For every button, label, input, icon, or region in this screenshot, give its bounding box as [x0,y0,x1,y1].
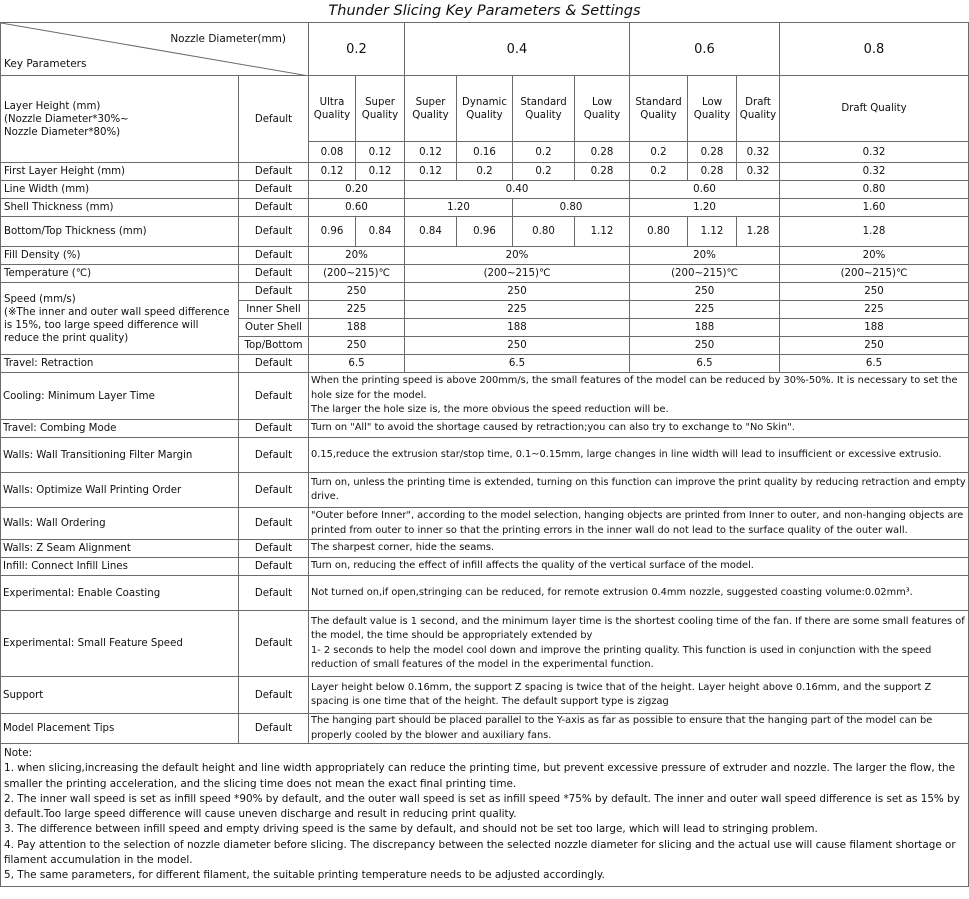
value-cell: 0.60 [309,199,405,217]
parameter-label: Travel: Combing Mode [1,420,239,438]
retraction-label: Travel: Retraction [1,355,239,373]
first-layer-label: First Layer Height (mm) [1,163,239,181]
value-cell: 6.5 [780,355,969,373]
parameter-label: Infill: Connect Infill Lines [1,558,239,576]
text-row [1,373,969,420]
text-row [1,438,969,473]
diameter-0-8: 0.8 [780,23,969,76]
parameter-label: Support [1,677,239,714]
text-row [1,508,969,540]
default-cell: Default [239,473,309,508]
value-cell: 6.5 [405,355,630,373]
header-row [1,23,969,76]
diameter-0-2: 0.2 [309,23,405,76]
value-cell: (200~215)℃ [309,265,405,283]
value-cell: 0.32 [780,142,969,163]
note-item: 5, The same parameters, for different filament, the suitable printing temperature needs to be adjusted accordingly. [4,869,605,882]
text-row [1,611,969,677]
value-cell: 1.60 [780,199,969,217]
retraction-row [1,355,969,373]
value-cell: 0.40 [405,181,630,199]
quality-cell: Standard Quality [513,76,575,142]
default-cell: Default [239,438,309,473]
document-title: Thunder Slicing Key Parameters & Settings [328,3,641,19]
parameter-description: When the printing speed is above 200mm/s, the small features of the model can be reduced by 30%-50%. It is necessary to set the hole size for the model. The larger the hole size is, the more obvious the speed reduction will be. [309,373,969,420]
value-cell: 0.12 [356,142,405,163]
value-cell: 0.2 [630,163,688,181]
speed-row [1,283,969,301]
parameter-label: Cooling: Minimum Layer Time [1,373,239,420]
text-row [1,540,969,558]
default-cell: Default [239,199,309,217]
value-cell: 0.96 [309,217,356,247]
value-cell: (200~215)℃ [780,265,969,283]
corner-header-cell [1,23,309,76]
parameter-description: Turn on "All" to avoid the shortage caused by retraction;you can also try to exchange to "No Skin". [309,420,969,438]
default-cell: Default [239,163,309,181]
parameter-description: Not turned on,if open,stringing can be reduced, for remote extrusion 0.4mm nozzle, suggested coasting volume:0.02mm³. [309,576,969,611]
value-cell: 0.80 [513,199,630,217]
value-cell: 0.12 [356,163,405,181]
fill-density-row [1,247,969,265]
value-cell: 0.2 [513,142,575,163]
value-cell: 225 [309,301,405,319]
value-cell: 0.80 [780,181,969,199]
value-cell: 250 [309,283,405,301]
value-cell: 0.84 [356,217,405,247]
value-cell: 1.28 [780,217,969,247]
nozzle-diameter-label: Nozzle Diameter(mm) [170,33,286,45]
default-cell: Default [239,558,309,576]
parameter-label: Experimental: Enable Coasting [1,576,239,611]
note-item: 2. The inner wall speed is set as infill speed *90% by default, and the outer wall speed is set as infill speed *75% by default. The inner and outer wall speed difference is set as 15% by default.Too large speed difference will cause uneven discharge and result in reducing print quality. [4,792,960,821]
key-parameters-label: Key Parameters [4,58,87,70]
speed-type-cell: Outer Shell [239,319,309,337]
text-row [1,558,969,576]
speed-type-cell: Inner Shell [239,301,309,319]
default-cell: Default [239,576,309,611]
temperature-row [1,265,969,283]
parameter-description: The default value is 1 second, and the minimum layer time is the shortest cooling time of the fan. If there are some small features of the model, the time should be appropriately extended by 1- 2 seconds to help the model cool down and improve the printing quality. This function is used in conjunction with the speed reduction of small features of the model in the experimental function. [309,611,969,677]
quality-cell: Standard Quality [630,76,688,142]
speed-label: Speed (mm/s) (※The inner and outer wall speed difference is 15%, too large speed difference will reduce the print quality) [1,283,239,355]
default-cell: Default [239,611,309,677]
default-cell: Default [239,420,309,438]
parameter-label: Walls: Z Seam Alignment [1,540,239,558]
value-cell: 0.84 [405,217,457,247]
layer-height-quality-row [1,76,969,142]
default-cell: Default [239,677,309,714]
line-width-row [1,181,969,199]
bottom-top-row [1,217,969,247]
value-cell: (200~215)℃ [630,265,780,283]
parameter-label: Walls: Wall Ordering [1,508,239,540]
parameter-label: Model Placement Tips [1,714,239,744]
default-cell: Default [239,540,309,558]
value-cell: 20% [780,247,969,265]
default-cell: Default [239,265,309,283]
parameter-description: Turn on, unless the printing time is extended, turning on this function can improve the print quality by reducing retraction and empty drive. [309,473,969,508]
value-cell: 188 [780,319,969,337]
value-cell: 0.32 [737,142,780,163]
value-cell: 0.96 [457,217,513,247]
parameter-label: Walls: Optimize Wall Printing Order [1,473,239,508]
value-cell: 0.16 [457,142,513,163]
text-row [1,677,969,714]
default-cell: Default [239,217,309,247]
value-cell: 250 [309,337,405,355]
parameter-label: Walls: Wall Transitioning Filter Margin [1,438,239,473]
value-cell: 0.2 [630,142,688,163]
temperature-label: Temperature (℃) [1,265,239,283]
value-cell: 0.32 [737,163,780,181]
quality-cell: Super Quality [405,76,457,142]
value-cell: 0.32 [780,163,969,181]
layer-height-label: Layer Height (mm) (Nozzle Diameter*30%~ Nozzle Diameter*80%) [1,76,239,163]
parameter-description: "Outer before Inner", according to the model selection, hanging objects are printed from Inner to outer, and non-hanging objects are printed from outer to inner so that the printing errors in the inner wall do not lead to the surface quality of the outer wall. [309,508,969,540]
value-cell: 1.20 [405,199,513,217]
parameter-description: The hanging part should be placed parallel to the Y-axis as far as possible to ensure that the hanging part of the model can be properly cooled by the blower and auxiliary fans. [309,714,969,744]
value-cell: 0.12 [405,163,457,181]
value-cell: 188 [405,319,630,337]
quality-cell: Super Quality [356,76,405,142]
value-cell: (200~215)℃ [405,265,630,283]
value-cell: 250 [405,337,630,355]
parameter-description: Layer height below 0.16mm, the support Z spacing is twice that of the height. Layer height above 0.16mm, and the support Z spacing is one time that of the height. The default support type is zigzag [309,677,969,714]
quality-cell: Dynamic Quality [457,76,513,142]
value-cell: 1.12 [688,217,737,247]
value-cell: 0.20 [309,181,405,199]
value-cell: 250 [630,283,780,301]
value-cell: 188 [309,319,405,337]
text-row [1,420,969,438]
notes-row [1,744,969,887]
bottom-top-label: Bottom/Top Thickness (mm) [1,217,239,247]
value-cell: 0.28 [688,163,737,181]
shell-thickness-row [1,199,969,217]
speed-type-cell: Top/Bottom [239,337,309,355]
value-cell: 20% [630,247,780,265]
note-item: 1. when slicing,increasing the default height and line width appropriately can reduce the printing time, but prevent excessive pressure of extruder and nozzle. The larger the flow, the smaller the printing acceleration, and the slicing time does not mean the exact final printing time. [4,762,956,790]
parameter-description: 0.15,reduce the extrusion star/stop time, 0.1~0.15mm, large changes in line width will lead to insufficient or excessive extrusio. [309,438,969,473]
note-item: 3. The difference between infill speed and empty driving speed is the same by default, and should not be set too large, which will lead to stringing problem. [4,823,818,836]
value-cell: 1.28 [737,217,780,247]
value-cell: 0.2 [513,163,575,181]
default-cell: Default [239,76,309,163]
text-row [1,473,969,508]
value-cell: 0.80 [630,217,688,247]
quality-cell: Low Quality [575,76,630,142]
value-cell: 250 [405,283,630,301]
value-cell: 0.08 [309,142,356,163]
value-cell: 1.12 [575,217,630,247]
quality-cell: Ultra Quality [309,76,356,142]
parameter-description: Turn on, reducing the effect of infill affects the quality of the vertical surface of the model. [309,558,969,576]
value-cell: 0.80 [513,217,575,247]
text-row [1,576,969,611]
value-cell: 20% [309,247,405,265]
default-cell: Default [239,355,309,373]
parameters-table [0,22,969,887]
value-cell: 188 [630,319,780,337]
notes-heading: Note: [4,747,33,759]
first-layer-row [1,163,969,181]
quality-cell: Draft Quality [737,76,780,142]
value-cell: 0.60 [630,181,780,199]
value-cell: 0.28 [575,163,630,181]
value-cell: 6.5 [309,355,405,373]
value-cell: 250 [780,337,969,355]
value-cell: 6.5 [630,355,780,373]
default-cell: Default [239,714,309,744]
value-cell: 0.2 [457,163,513,181]
fill-density-label: Fill Density (%) [1,247,239,265]
value-cell: 0.28 [575,142,630,163]
notes-cell [1,744,969,887]
diameter-0-4: 0.4 [405,23,630,76]
diameter-0-6: 0.6 [630,23,780,76]
default-cell: Default [239,247,309,265]
value-cell: 1.20 [630,199,780,217]
value-cell: 0.12 [405,142,457,163]
quality-cell: Draft Quality [780,76,969,142]
default-cell: Default [239,181,309,199]
default-cell: Default [239,508,309,540]
value-cell: 225 [405,301,630,319]
value-cell: 0.28 [688,142,737,163]
value-cell: 0.12 [309,163,356,181]
text-row [1,714,969,744]
quality-cell: Low Quality [688,76,737,142]
value-cell: 250 [780,283,969,301]
value-cell: 225 [630,301,780,319]
parameter-description: The sharpest corner, hide the seams. [309,540,969,558]
note-item: 4. Pay attention to the selection of nozzle diameter before slicing. The discrepancy between the selected nozzle diameter for slicing and the actual use will cause filament shortage or filament accumulation in the model. [4,838,956,867]
default-cell: Default [239,373,309,420]
line-width-label: Line Width (mm) [1,181,239,199]
speed-type-cell: Default [239,283,309,301]
value-cell: 225 [780,301,969,319]
parameter-label: Experimental: Small Feature Speed [1,611,239,677]
value-cell: 20% [405,247,630,265]
value-cell: 250 [630,337,780,355]
shell-thickness-label: Shell Thickness (mm) [1,199,239,217]
